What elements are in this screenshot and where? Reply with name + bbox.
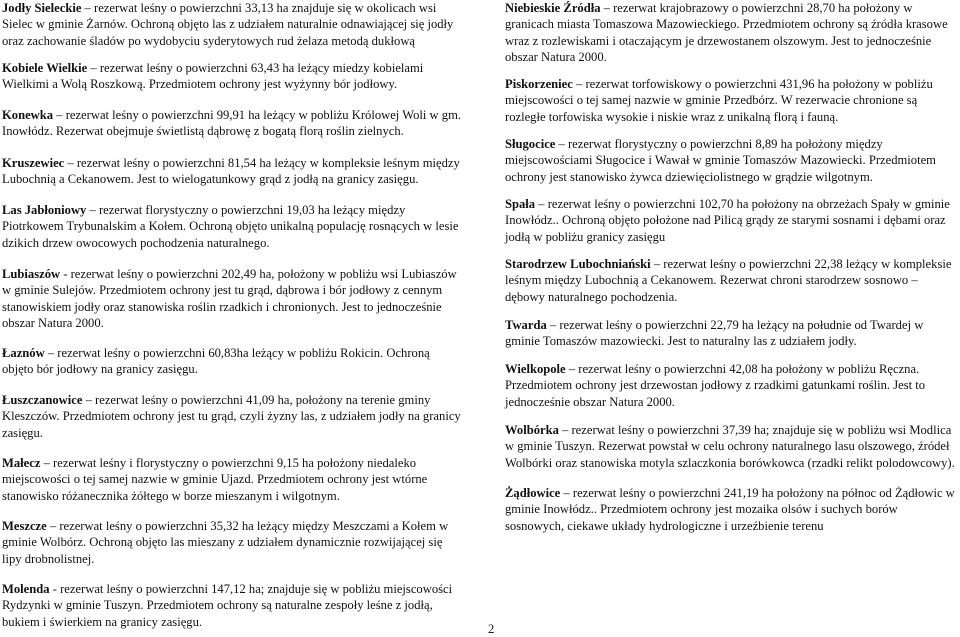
reserve-entry: Żądłowice – rezerwat leśny o powierzchni 241,19 ha położony na północ od Żądłowic w gminie Inowłódz.. Przedmiotem ochrony jest mozaika olsów i suchych borów sosnowych, ciekawe układy hydrologiczne i urzeźbienie terenu [505, 486, 955, 533]
reserve-entry: Twarda – rezerwat leśny o powierzchni 22,79 ha leżący na południe od Twardej w gminie Tomaszów mazowiecki. Jest to naturalny las z udziałem jodły. [505, 318, 924, 349]
page-number: 2 [488, 622, 495, 636]
reserve-entry: Niebieskie Źródła – rezerwat krajobrazowy o powierzchni 28,70 ha położony w granicach miasta Tomaszowa Mazowieckiego. Przedmiotem ochrony są źródła krasowe wraz z rozlewiskami i otaczającym je drzewostanem olszowym. Jest to jednocześnie obszar Natura 2000. [505, 1, 948, 64]
reserve-entry: Małecz – rezerwat leśny i florystyczny o powierzchni 9,15 ha położony niedaleko miejscowości o tej samej nazwie w gminie Ujazd. Przedmiotem ochrony jest wtórne stanowisko różanecznika żółtego w borze mieszanym i wilgotnym. [2, 456, 428, 503]
reserve-entry: Konewka – rezerwat leśny o powierzchni 99,91 ha leżący w pobliżu Królowej Woli w gm. Inowłódz. Rezerwat obejmuje świetlistą dąbrowę z bogatą florą roślin zielnych. [2, 108, 462, 139]
reserve-entry: Piskorzeniec – rezerwat torfowiskowy o powierzchni 431,96 ha położony w pobliżu miejscowości o tej samej nazwie w gminie Przedbórz. W rezerwacie chronione są rozległe torfowiska wysokie i niskie wraz z unikalną florą i fauną. [505, 77, 933, 124]
reserve-entry: Lubiaszów - rezerwat leśny o powierzchni 202,49 ha, położony w pobliżu wsi Lubiaszów w gminie Sulejów. Przedmiotem ochrony jest tu grąd, dąbrowa i bór jodłowy z cennym stanowiskiem jodły oraz stanowiska roślin rzadkich i chronionych. Jest to jednocześnie obszar Natura 2000. [2, 267, 457, 330]
reserve-entry: Wielkopole – rezerwat leśny o powierzchni 42,08 ha położony w pobliżu Ręczna. Przedmiotem ochrony jest drzewostan jodłowy z rzadkimi gatunkami roślin. Jest to jednocześnie obszar Natura 2000. [505, 362, 926, 409]
reserve-entry: Meszcze – rezerwat leśny o powierzchni 35,32 ha leżący między Meszczami a Kołem w gminie Wolbórz. Ochroną objęto las mieszany z udziałem dynamicznie rozwijającej się lipy drobnolistnej. [2, 519, 449, 566]
reserve-entry: Spała – rezerwat leśny o powierzchni 102,70 ha położony na obrzeżach Spały w gminie Inowłódz.. Ochroną objęto położone nad Pilicą grądy ze starymi sosnami i dębami oraz jodłą w pobliżu granicy zasięgu [505, 197, 950, 244]
reserve-entry: Wolbórka – rezerwat leśny o powierzchni 37,39 ha; znajduje się w pobliżu wsi Modlica w gminie Tuszyn. Rezerwat powstał w celu ochrony naturalnego lasu olszowego, źródeł Wolbórki oraz stanowiska motyla szlaczkonia borówkowca (rzadki relikt polodowcowy). [505, 423, 955, 470]
reserve-entry: Sługocice – rezerwat florystyczny o powierzchni 8,89 ha położony między miejscowościami Sługocice i Wawał w gminie Tomaszów Mazowiecki. Przedmiotem ochrony jest stanowisko żywca dziewięciolistnego w grądzie wilgotnym. [505, 137, 936, 184]
reserve-entry: Las Jabłoniowy – rezerwat florystyczny o powierzchni 19,03 ha leżący między Piotrkowem Trybunalskim a Kołem. Ochroną objęto unikalną populację rosnących w lesie dzikich drzew owocowych pochodzenia naturalnego. [2, 203, 459, 250]
reserve-entry: Łuszczanowice – rezerwat leśny o powierzchni 41,09 ha, położony na terenie gminy Kleszczów. Przedmiotem ochrony jest tu grąd, czyli żyzny las, z udziałem jodły na granicy zasięgu. [2, 393, 461, 440]
reserve-entry: Molenda - rezerwat leśny o powierzchni 147,12 ha; znajduje się w pobliżu miejscowości Rydzynki w gminie Tuszyn. Przedmiotem ochrony są naturalne zespoły leśne z jodłą, bukiem i świerkiem na granicy zasięgu. [2, 582, 453, 629]
reserve-entry: Kruszewiec – rezerwat leśny o powierzchni 81,54 ha leżący w kompleksie leśnym między Lubochnią a Cekanowem. Jest to wielogatunkowy grąd z jodłą na granicy zasięgu. [2, 156, 460, 187]
reserve-entry: Jodły Sieleckie – rezerwat leśny o powierzchni 33,13 ha znajduje się w okolicach wsi Sielec w gminie Żarnów. Ochroną objęto las z udziałem naturalnie odnawiającej się jodły oraz zachowanie śladów po wydobyciu syderytowych rud żelaza metodą dukłową [2, 1, 454, 48]
reserve-entry: Kobiele Wielkie – rezerwat leśny o powierzchni 63,43 ha leżący miedzy kobielami Wielkimi a Wolą Roszkową. Przedmiotem ochrony jest wyżynny bór jodłowy. [2, 61, 424, 92]
reserve-entry: Łaznów – rezerwat leśny o powierzchni 60,83ha leżący w pobliżu Rokicin. Ochroną objęto bór jodłowy na granicy zasięgu. [2, 346, 430, 377]
reserve-entry: Starodrzew Lubochniański – rezerwat leśny o powierzchni 22,38 leżący w kompleksie leśnym między Lubochnią a Cekanowem. Rezerwat chroni starodrzew sosnowo – dębowy naturalnego pochodzenia. [505, 257, 952, 304]
